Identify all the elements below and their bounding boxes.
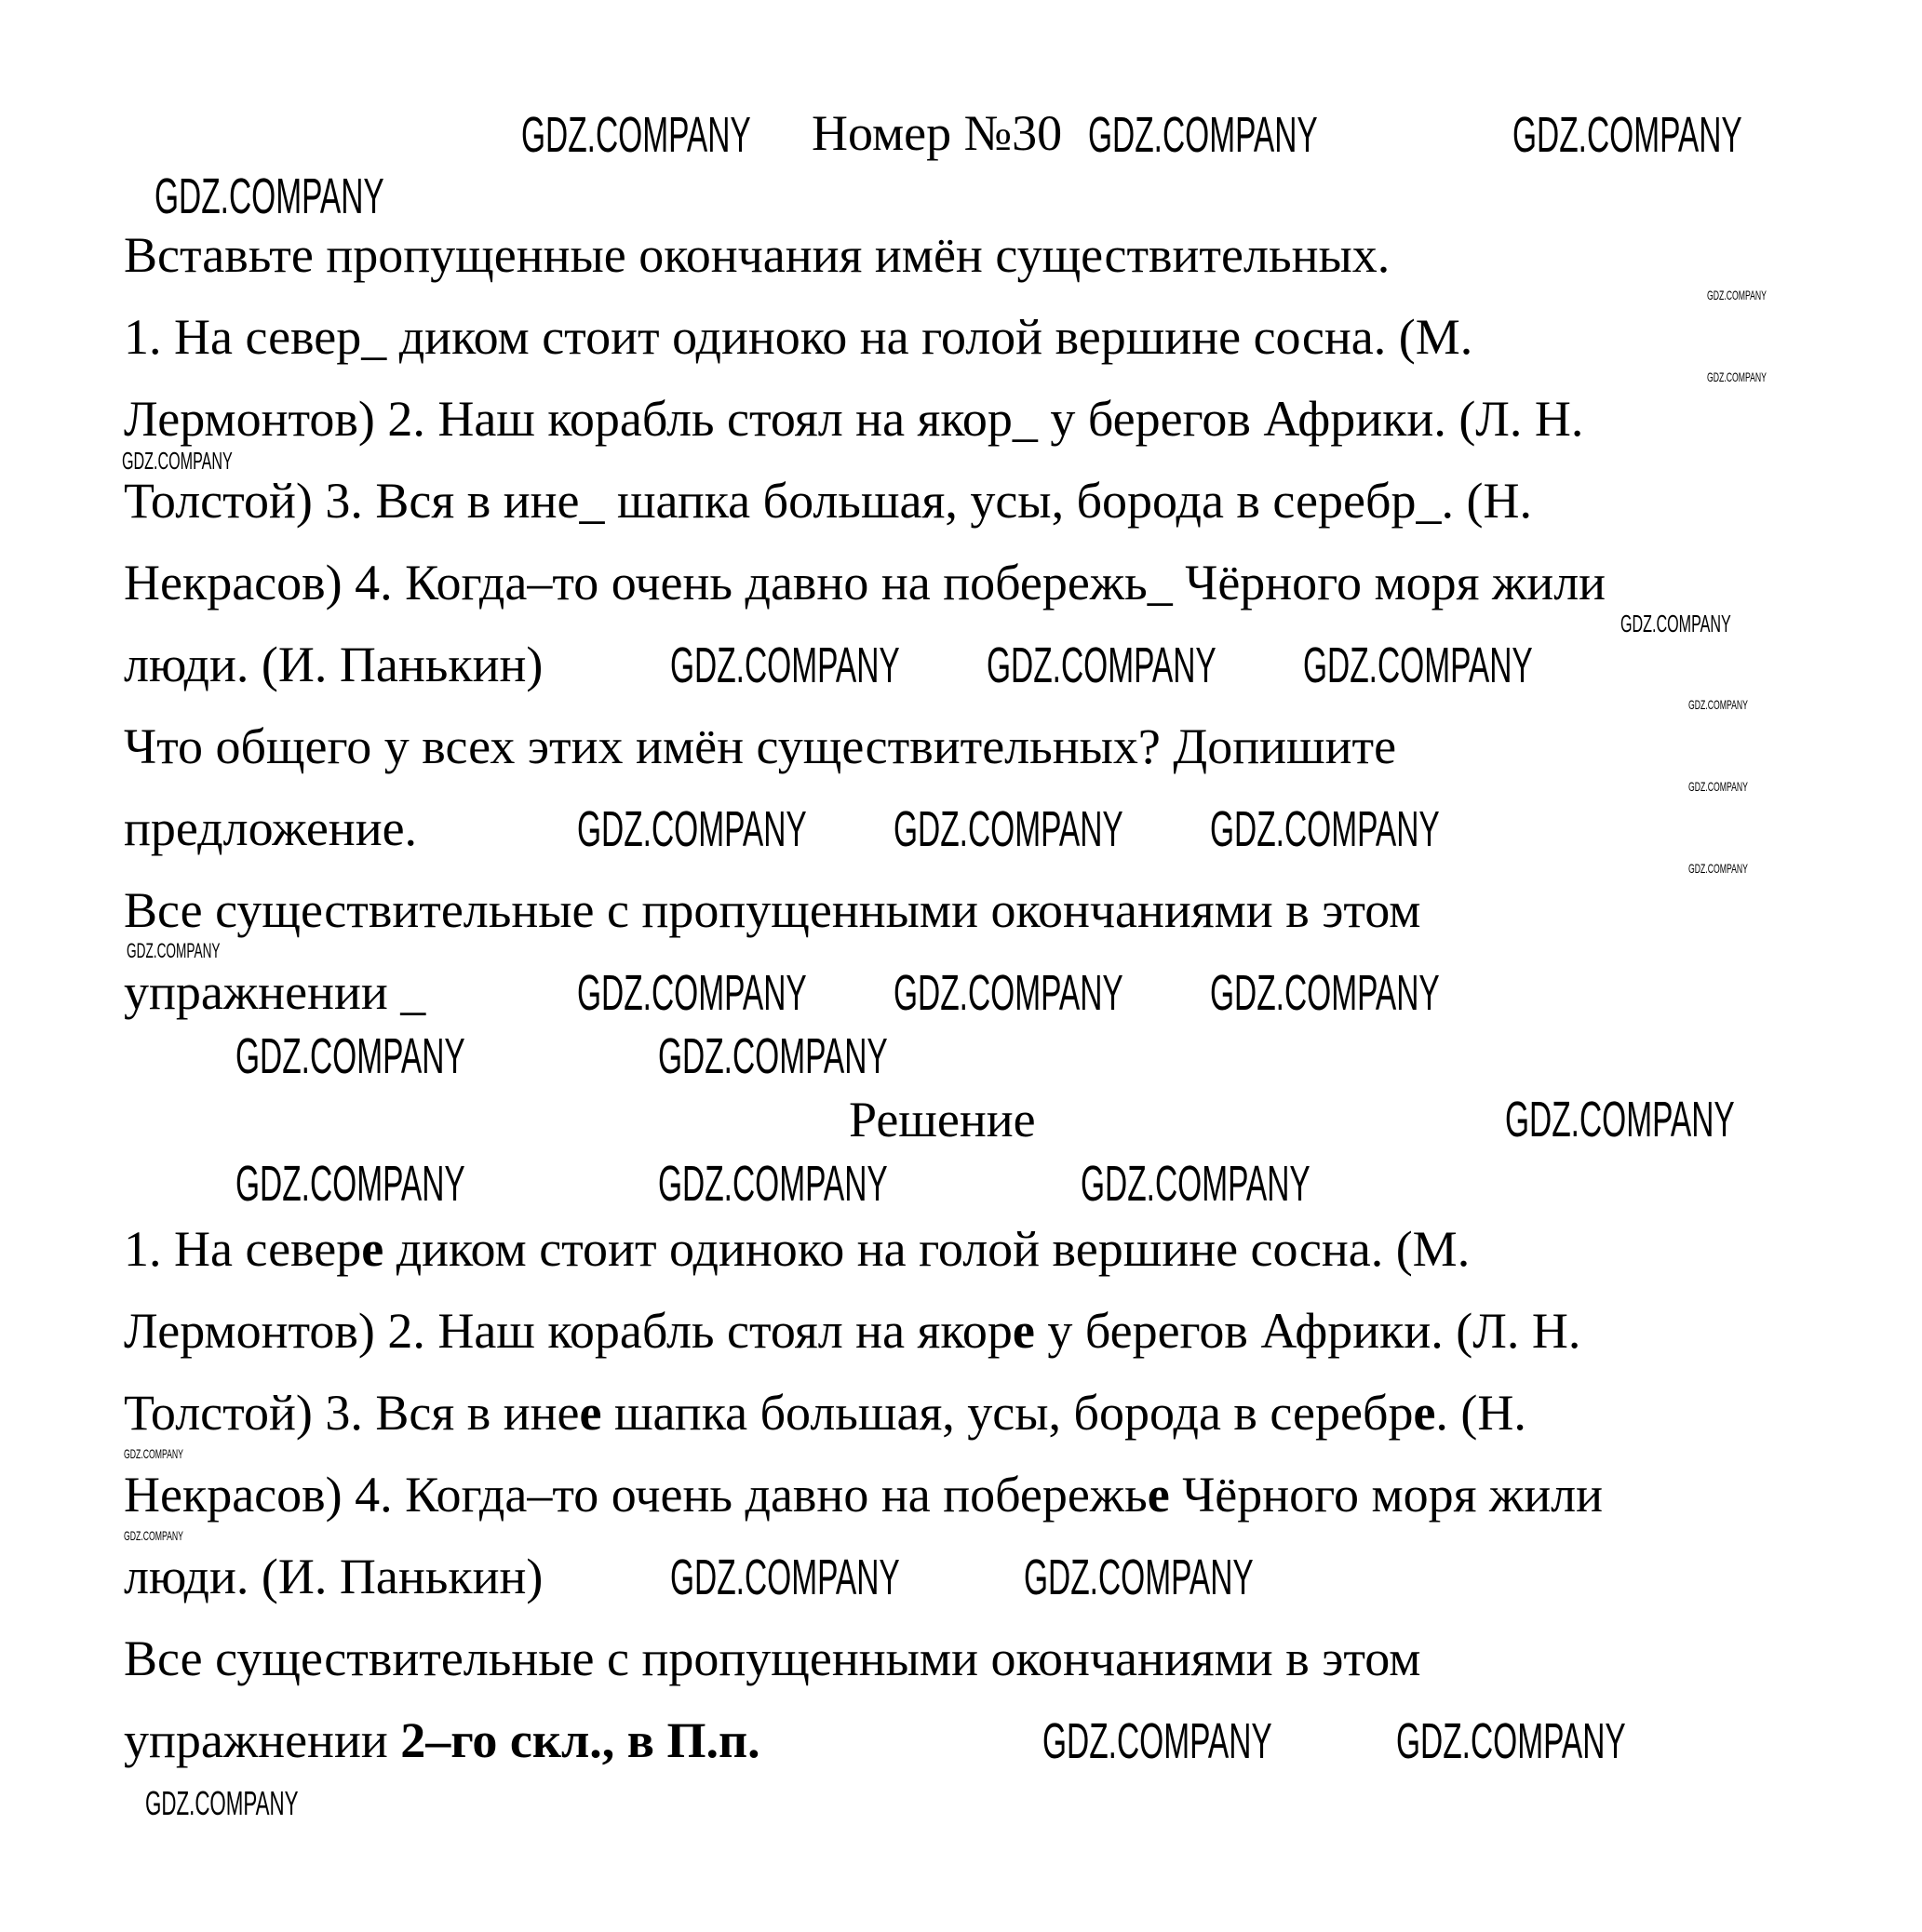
watermark: GDZ.COMPANY bbox=[1620, 610, 1731, 637]
text: Толстой) 3. Вся в ине bbox=[124, 1385, 580, 1441]
text: 1. На север bbox=[124, 1221, 362, 1277]
task-sentence: Все существительные с пропущенными окончаниями в этом bbox=[124, 882, 1421, 938]
watermark: GDZ.COMPANY bbox=[894, 965, 1123, 1021]
ending: е bbox=[579, 1385, 602, 1441]
watermark: GDZ.COMPANY bbox=[577, 965, 807, 1021]
watermark: GDZ.COMPANY bbox=[670, 1550, 900, 1605]
text: Лермонтов) 2. Наш корабль стоял на якор bbox=[124, 1303, 1013, 1359]
watermark: GDZ.COMPANY bbox=[1707, 288, 1767, 302]
watermark: GDZ.COMPANY bbox=[122, 447, 233, 475]
watermark: GDZ.COMPANY bbox=[124, 1446, 183, 1461]
solution-answer bbox=[124, 1712, 760, 1768]
task-line: Лермонтов) 2. Наш корабль стоял на якор_ у берегов Африки. (Л. Н. bbox=[124, 391, 1584, 447]
watermark: GDZ.COMPANY bbox=[235, 1028, 465, 1084]
watermark: GDZ.COMPANY bbox=[521, 107, 751, 163]
text: у берегов Африки. (Л. Н. bbox=[1034, 1303, 1581, 1359]
watermark: GDZ.COMPANY bbox=[658, 1028, 888, 1084]
watermark: GDZ.COMPANY bbox=[1688, 697, 1748, 712]
task-line: Некрасов) 4. Когда–то очень давно на побережь_ Чёрного моря жили bbox=[124, 555, 1606, 610]
watermark: GDZ.COMPANY bbox=[577, 801, 807, 857]
task-question: предложение. bbox=[124, 800, 418, 856]
solution-line bbox=[124, 1467, 1603, 1523]
text: упражнении bbox=[124, 1712, 401, 1768]
task-question: Что общего у всех этих имён существительных? Допишите bbox=[124, 718, 1397, 774]
watermark: GDZ.COMPANY bbox=[1042, 1713, 1272, 1769]
watermark: GDZ.COMPANY bbox=[894, 801, 1123, 857]
answer: 2–го скл., в П.п. bbox=[400, 1712, 760, 1768]
watermark: GDZ.COMPANY bbox=[1210, 965, 1440, 1021]
solution-heading: Решение bbox=[849, 1092, 1036, 1147]
ending: е bbox=[1147, 1467, 1170, 1523]
solution-line: Все существительные с пропущенными окончаниями в этом bbox=[124, 1630, 1421, 1686]
watermark: GDZ.COMPANY bbox=[1303, 637, 1533, 693]
solution-line bbox=[124, 1221, 1470, 1277]
task-instruction: Вставьте пропущенные окончания имён существительных. bbox=[124, 227, 1391, 283]
page-title: Номер №30 bbox=[812, 105, 1063, 161]
watermark: GDZ.COMPANY bbox=[1688, 861, 1748, 876]
watermark: GDZ.COMPANY bbox=[127, 939, 221, 962]
watermark: GDZ.COMPANY bbox=[1505, 1092, 1735, 1147]
watermark: GDZ.COMPANY bbox=[1396, 1713, 1626, 1769]
text: Чёрного моря жили bbox=[1169, 1467, 1604, 1523]
watermark: GDZ.COMPANY bbox=[1081, 1156, 1310, 1212]
solution-line bbox=[124, 1385, 1526, 1441]
text: . (Н. bbox=[1435, 1385, 1526, 1441]
watermark: GDZ.COMPANY bbox=[124, 1528, 183, 1543]
solution-line bbox=[124, 1303, 1580, 1359]
text: диком стоит одиноко на голой вершине сосна. (М. bbox=[383, 1221, 1471, 1277]
watermark: GDZ.COMPANY bbox=[1688, 779, 1748, 794]
watermark: GDZ.COMPANY bbox=[235, 1156, 465, 1212]
ending: е bbox=[361, 1221, 384, 1277]
task-line: Толстой) 3. Вся в ине_ шапка большая, усы, борода в серебр_. (Н. bbox=[124, 473, 1532, 529]
task-line: 1. На север_ диком стоит одиноко на голой вершине сосна. (М. bbox=[124, 309, 1473, 365]
watermark: GDZ.COMPANY bbox=[145, 1784, 299, 1822]
task-sentence: упражнении _ bbox=[124, 964, 426, 1020]
watermark: GDZ.COMPANY bbox=[1707, 369, 1767, 384]
text: Некрасов) 4. Когда–то очень давно на побережь bbox=[124, 1467, 1148, 1523]
watermark: GDZ.COMPANY bbox=[1210, 801, 1440, 857]
watermark: GDZ.COMPANY bbox=[1024, 1550, 1254, 1605]
watermark: GDZ.COMPANY bbox=[1088, 107, 1318, 163]
text: шапка большая, усы, борода в серебр bbox=[601, 1385, 1414, 1441]
watermark: GDZ.COMPANY bbox=[987, 637, 1216, 693]
ending: е bbox=[1413, 1385, 1436, 1441]
watermark: GDZ.COMPANY bbox=[155, 168, 384, 224]
watermark: GDZ.COMPANY bbox=[658, 1156, 888, 1212]
watermark: GDZ.COMPANY bbox=[1512, 107, 1742, 163]
ending: е bbox=[1012, 1303, 1035, 1359]
watermark: GDZ.COMPANY bbox=[670, 637, 900, 693]
task-line: люди. (И. Панькин) bbox=[124, 637, 544, 692]
solution-line: люди. (И. Панькин) bbox=[124, 1549, 544, 1604]
